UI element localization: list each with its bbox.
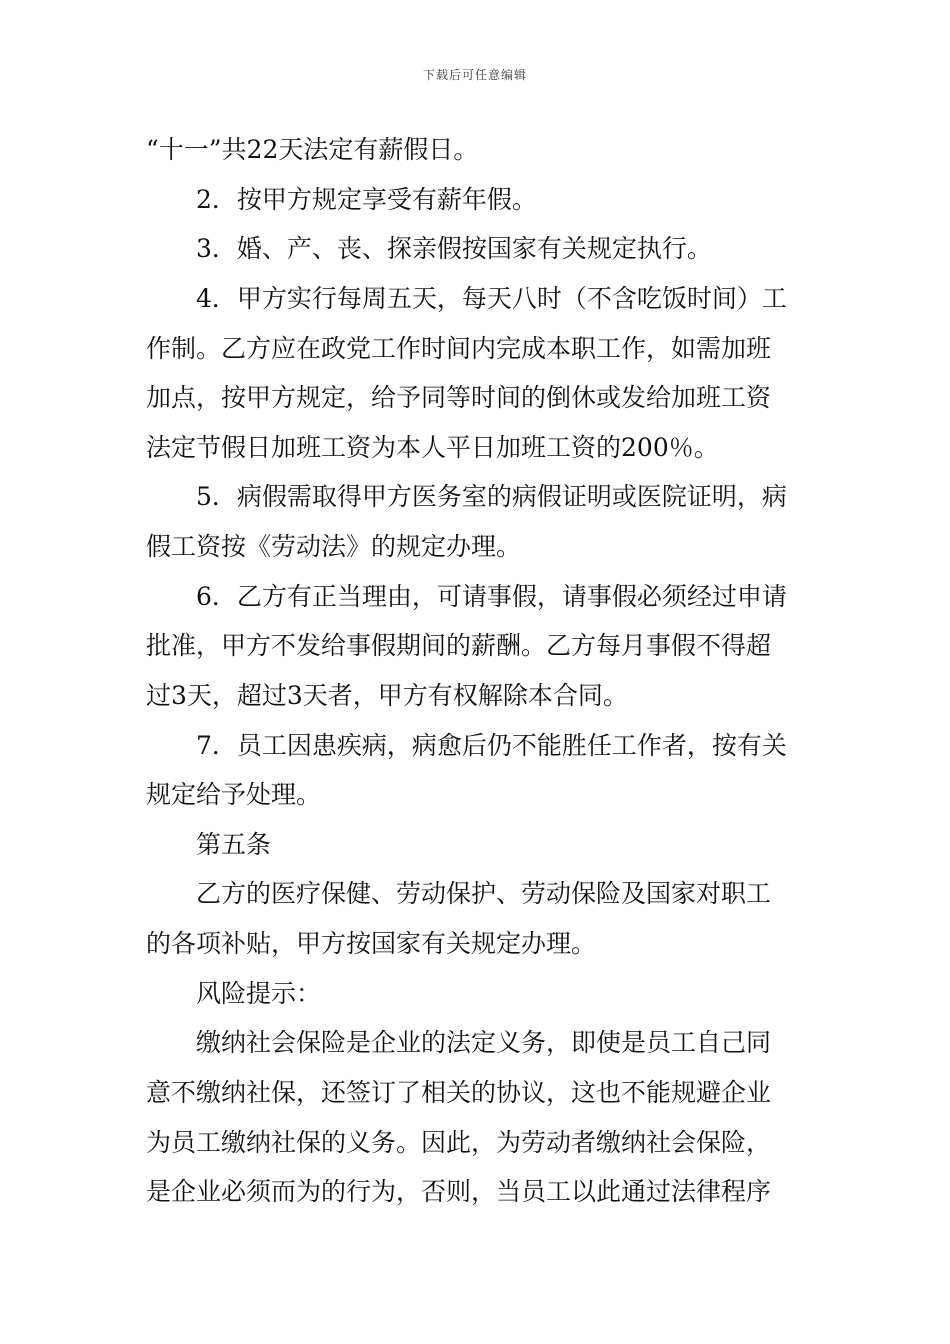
body-line: 过3天，超过3天者，甲方有权解除本合同。	[146, 681, 628, 710]
body-line: 批准，甲方不发给事假期间的薪酬。乙方每月事假不得超	[146, 631, 772, 660]
body-line: 法定节假日加班工资为本人平日加班工资的200％。	[146, 433, 719, 462]
body-line: 4．甲方实行每周五天，每天八时（不含吃饭时间）工	[196, 284, 787, 313]
body-line: 6．乙方有正当理由，可请事假，请事假必须经过申请	[196, 582, 787, 611]
body-line: 2．按甲方规定享受有薪年假。	[196, 185, 537, 214]
body-line: 为员工缴纳社保的义务。因此，为劳动者缴纳社会保险，	[146, 1128, 772, 1157]
risk-heading: 风险提示：	[196, 979, 322, 1008]
body-line: 乙方的医疗保健、劳动保护、劳动保险及国家对职工	[196, 879, 772, 908]
section-heading: 第五条	[196, 830, 272, 859]
body-line: 意不缴纳社保，还签订了相关的协议，这也不能规避企业	[146, 1078, 772, 1107]
body-line: 7．员工因患疾病，病愈后仍不能胜任工作者，按有关	[196, 731, 787, 760]
body-line: “十一”共22天法定有薪假日。	[146, 135, 479, 164]
body-line: 加点，按甲方规定，给予同等时间的倒休或发给加班工资	[146, 383, 772, 412]
body-line: 的各项补贴，甲方按国家有关规定办理。	[146, 929, 597, 958]
page-header: 下载后可任意编辑	[422, 68, 527, 82]
body-line: 5．病假需取得甲方医务室的病假证明或医院证明，病	[196, 482, 787, 511]
body-line: 规定给予处理。	[146, 780, 322, 809]
body-line: 假工资按《劳动法》的规定办理。	[146, 532, 522, 561]
body-line: 缴纳社会保险是企业的法定义务，即使是员工自己同	[196, 1028, 772, 1057]
body-line: 是企业必须而为的行为，否则，当员工以此通过法律程序	[146, 1177, 772, 1206]
body-line: 3．婚、产、丧、探亲假按国家有关规定执行。	[196, 234, 712, 263]
body-line: 作制。乙方应在政党工作时间内完成本职工作，如需加班	[146, 334, 772, 363]
